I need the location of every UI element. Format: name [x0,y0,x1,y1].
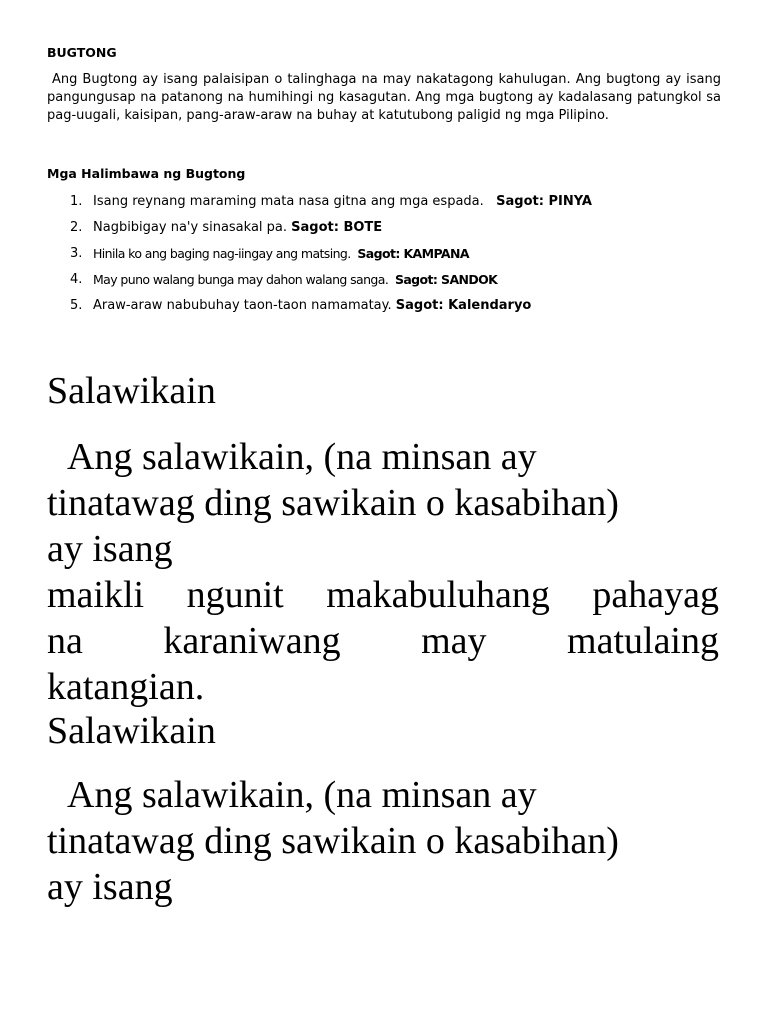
list-number: 1. [70,194,83,209]
bugtong-heading: BUGTONG [47,45,117,60]
salawikain-heading: Salawikain [47,370,216,412]
paragraph-line: maikli ngunit makabuluhang pahayag [47,574,719,616]
paragraph-line: tinatawag ding sawikain o kasabihan) [47,820,619,862]
riddle-answer: Sagot: SANDOK [394,272,498,287]
riddle-answer: Sagot: KAMPANA [357,246,469,261]
riddle-answer: Sagot: PINYA [496,194,592,209]
paragraph-line: Ang salawikain, (na minsan ay [67,774,537,816]
paragraph-line: tinatawag ding sawikain o kasabihan) [47,482,619,524]
salawikain-paragraph [47,434,721,710]
paragraph-line: katangian. [47,666,205,708]
riddle-text: May puno walang bunga may dahon walang sanga. [93,272,389,287]
riddle-text: Isang reynang maraming mata nasa gitna ang mga espada. [93,194,484,209]
riddle-answer: Sagot: BOTE [291,220,383,235]
examples-heading: Mga Halimbawa ng Bugtong [47,166,246,181]
riddle-text: Araw-araw nabubuhay taon-taon namamatay. [93,298,392,313]
paragraph-line: Ang salawikain, (na minsan ay [67,436,537,478]
list-number: 5. [70,298,83,313]
riddle-answer: Sagot: Kalendaryo [395,298,532,313]
bugtong-intro-paragraph: Ang Bugtong ay isang palaisipan o talinghaga na may nakatagong kahulugan. Ang bugtong ay isang pangungusap na patanong na humihingi ng kasagutan. Ang mga bugtong ay kadalasang patungkol sa pag-uugali, kaisipan, pang-araw-araw na buhay at katutubong paligid ng mga Pilipino. [47,72,721,123]
paragraph-line: ay isang [47,528,173,570]
riddle-text: Nagbibigay na'y sinasakal pa. [93,220,288,235]
salawikain-heading-repeat: Salawikain [47,710,216,752]
list-number: 4. [70,272,83,287]
paragraph-line: ay isang [47,866,173,908]
list-number: 2. [70,220,83,235]
riddle-text: Hinila ko ang baging nag-iingay ang matsing. [93,246,351,261]
list-number: 3. [70,246,83,261]
paragraph-line: na karaniwang may matulaing [47,620,719,662]
salawikain-paragraph-repeat [47,772,721,910]
